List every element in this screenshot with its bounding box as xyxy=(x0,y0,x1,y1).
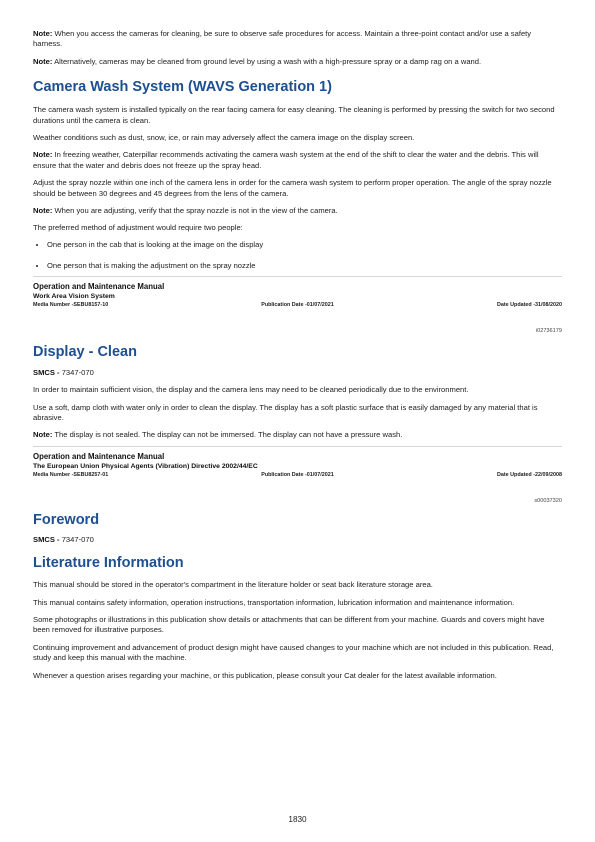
display-note: Note: The display is not sealed. The display can not be immersed. The display can not have a pressure wash. xyxy=(33,430,403,440)
wash-para-4: The preferred method of adjustment would require two people: xyxy=(33,223,243,233)
display-para-2: Use a soft, damp cloth with water only in order to clean the display. The display has a soft plastic surface that is easily damaged by any material that is abrasive. xyxy=(33,402,538,422)
date-updated: Date Updated -31/08/2020 xyxy=(496,301,562,308)
literature-para-1: This manual should be stored in the operator's compartment in the literature holder or seat back literature storage area. xyxy=(33,580,433,590)
manual-meta-row xyxy=(33,471,562,479)
divider xyxy=(33,446,562,447)
manual-subtitle: Work Area Vision System xyxy=(33,292,115,300)
publication-date: Publication Date -01/07/2021 xyxy=(261,471,334,478)
note-ground-clean: Note: Alternatively, cameras may be cleaned from ground level by using a wash with a high-pressure spray or a damp rag on a wand. xyxy=(33,56,482,66)
divider xyxy=(33,276,562,277)
smcs-code: SMCS - 7347-070 xyxy=(33,534,94,544)
page-number: 1830 xyxy=(288,815,307,824)
manual-subtitle: The European Union Physical Agents (Vibration) Directive 2002/44/EC xyxy=(33,462,258,470)
adjustment-people-list xyxy=(33,240,562,272)
manual-meta-row xyxy=(33,301,562,309)
literature-para-3: Some photographs or illustrations in this publication show details or attachments that can be different from your machine. Guards and covers might have been removed for illustrative purposes. xyxy=(33,614,545,635)
manual-title: Operation and Maintenance Manual xyxy=(33,281,165,291)
wash-note-freezing: Note: In freezing weather, Caterpillar recommends activating the camera wash system at the end of the shift to clear the water and the debris. This will ensure that the water and debris does not freeze up the spray head. xyxy=(33,150,539,170)
heading-camera-wash: Camera Wash System (WAVS Generation 1) xyxy=(33,79,332,96)
wash-para-1: The camera wash system is installed typically on the rear facing camera for easy cleaning. The cleaning is performed by pressing the switch for two second durations until the camera is clean. xyxy=(33,105,555,125)
literature-para-4: Continuing improvement and advancement of product design might have caused changes to your machine which are not included in this publication. Read, study and keep this manual with the machine. xyxy=(33,642,554,663)
media-number: Media Number -SEBU8157-10 xyxy=(33,301,109,308)
media-number: Media Number -SEBU8257-01 xyxy=(33,471,109,478)
heading-literature-information: Literature Information xyxy=(33,555,184,572)
display-para-1: In order to maintain sufficient vision, the display and the camera lens may need to be cleaned periodically due to the environment. xyxy=(33,385,469,395)
reference-id: s00037320 xyxy=(534,497,562,504)
note-access: Note: When you access the cameras for cleaning, be sure to observe safe procedures for access. Maintain a three-point contact and/or use a safety harness. xyxy=(33,29,532,49)
date-updated: Date Updated -22/09/2008 xyxy=(496,471,562,478)
wash-note-adjusting: Note: When you are adjusting, verify that the spray nozzle is not in the view of the camera. xyxy=(33,206,338,216)
manual-title: Operation and Maintenance Manual xyxy=(33,451,165,461)
wash-para-2: Weather conditions such as dust, snow, ice, or rain may adversely affect the camera image on the display screen. xyxy=(33,133,415,143)
smcs-code: SMCS - 7347-070 xyxy=(33,367,94,377)
literature-para-2: This manual contains safety information, operation instructions, transportation information, lubrication information and maintenance information. xyxy=(33,597,515,607)
list-item: • One person in the cab that is looking at the image on the display xyxy=(47,240,562,250)
wash-para-3: Adjust the spray nozzle within one inch of the camera lens in order for the camera wash system to perform proper operation. The angle of the spray nozzle should be between 30 degrees and 45 degrees from the lens of the camera. xyxy=(33,178,552,198)
heading-display-clean: Display - Clean xyxy=(33,343,137,360)
publication-date: Publication Date -01/07/2021 xyxy=(261,301,334,308)
document-page xyxy=(33,29,562,681)
list-item: • One person that is making the adjustment on the spray nozzle xyxy=(47,261,562,271)
reference-id: i02736179 xyxy=(535,327,562,334)
literature-para-5: Whenever a question arises regarding your machine, or this publication, please consult your Cat dealer for the latest available information. xyxy=(33,670,497,680)
heading-foreword: Foreword xyxy=(33,511,100,528)
